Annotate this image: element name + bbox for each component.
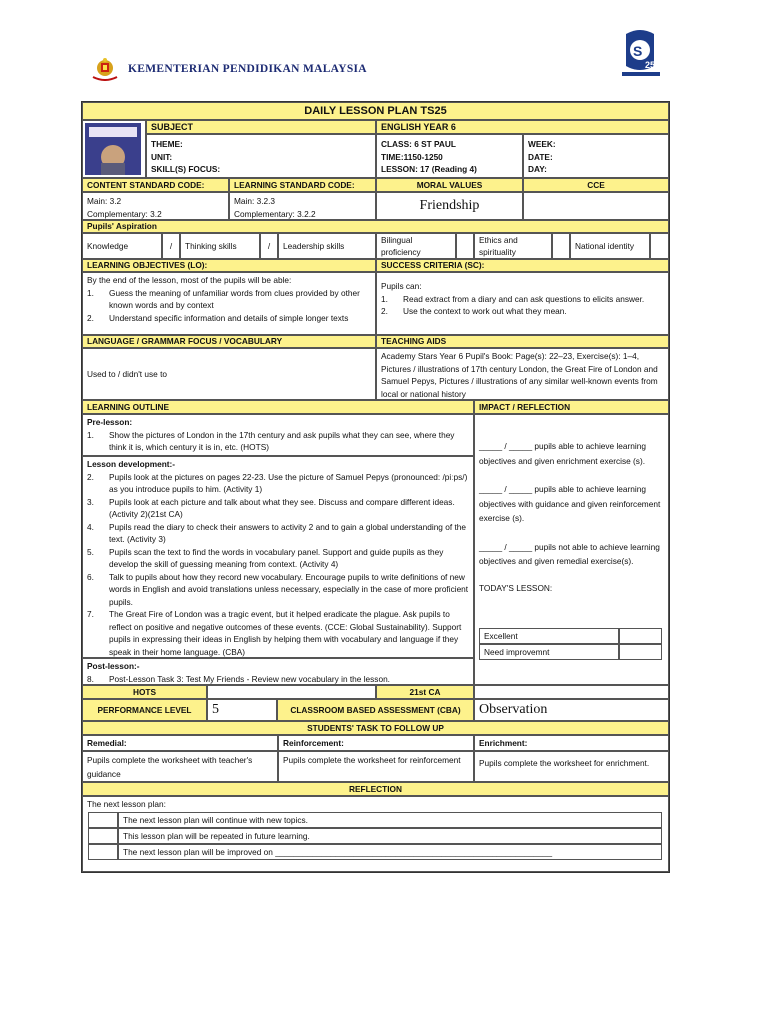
pre-lesson-section: [82, 414, 474, 456]
hots-label: HOTS: [82, 685, 207, 699]
book-cover-image: [82, 120, 146, 178]
sc-item: 1. Read extract from a diary and can ask questions to elicits answer.: [381, 293, 645, 304]
cba-value: Observation: [474, 699, 669, 721]
follow-up-header: STUDENTS' TASK TO FOLLOW UP: [82, 721, 669, 735]
outline-step: 4. Pupils read the diary to check their answers to activity 2 and to gain a global understanding of the text. (Activity 3): [87, 521, 466, 544]
theme-label: THEME:: [151, 139, 183, 149]
enrichment-label: Enrichment:: [474, 735, 669, 751]
performance-level-value: 5: [207, 699, 277, 721]
post-lesson-label: Post-lesson:-: [87, 661, 140, 671]
lo-header: LEARNING OBJECTIVES (LO):: [82, 259, 376, 272]
impact-header: IMPACT / REFLECTION: [474, 400, 669, 414]
aspiration-knowledge-tick: /: [162, 233, 180, 259]
outline-step: 7. The Great Fire of London was a tragic event, but it helped eradicate the plague. Ask pupils to reflect on positive and negative outcomes of these events. (CCE: Global Sustainability). Support pupils in expressing their ideas in English by helping them with vocabulary and language if they speak in their home language. (CBA): [87, 609, 462, 657]
aspiration-leadership: Leadership skills: [278, 233, 376, 259]
impact-reinforcement: _____ / _____ pupils able to achieve learning objectives with guidance and given reinforcement exercise (s).: [479, 484, 661, 523]
ls-comp: Complementary: 3.2.2: [234, 208, 316, 219]
learning-outline-header: LEARNING OUTLINE: [82, 400, 474, 414]
impact-enrichment: _____ / _____ pupils able to achieve learning objectives and given enrichment exercise (s).: [479, 441, 646, 466]
subject-label: SUBJECT: [146, 120, 376, 134]
option-continue-topics: The next lesson plan will continue with new topics.: [118, 812, 662, 828]
pre-lesson-label: Pre-lesson:: [87, 417, 133, 427]
cce-value: [523, 192, 669, 220]
content-standard-values: [82, 192, 229, 220]
21st-ca-value: [474, 685, 669, 699]
reinforcement-task: Pupils complete the worksheet for reinforcement: [278, 751, 474, 782]
option-1-checkbox[interactable]: [88, 812, 118, 828]
hots-value: [207, 685, 376, 699]
language-focus: Used to / didn't use to: [82, 348, 376, 400]
ministry-name: KEMENTERIAN PENDIDIKAN MALAYSIA: [128, 63, 367, 75]
outline-step: 1. Show the pictures of London in the 17th century and ask pupils what they can see, where they think it is, which century it is in, etc. (HOTS): [87, 429, 455, 452]
week-label: WEEK:: [528, 139, 556, 149]
aspiration-national: National identity: [570, 233, 650, 259]
option-improve-lesson: The next lesson plan will be improved on ____________________________________________________________: [118, 844, 662, 860]
teaching-aids: Academy Stars Year 6 Pupil's Book: Page(s): 22–23, Exercise(s): 1–4, Pictures / illustrations of 17th century London, the Great Fire of London and Samuel Pepys, Pictures / illustrations of any similar well-known events from local or national history: [376, 348, 669, 400]
aspiration-bilingual: Bilingual proficiency: [376, 233, 456, 259]
remedial-label: Remedial:: [82, 735, 278, 751]
performance-level-label: PERFORMANCE LEVEL: [82, 699, 207, 721]
post-lesson-section: [82, 658, 474, 685]
moral-values-label: MORAL VALUES: [376, 178, 523, 192]
aspiration-bilingual-box: [456, 233, 474, 259]
outline-step: 8. Post-Lesson Task 3: Test My Friends - Review new vocabulary in the lesson.: [87, 673, 390, 684]
teaching-aids-header: TEACHING AIDS: [376, 335, 669, 348]
content-standard-label: CONTENT STANDARD CODE:: [82, 178, 229, 192]
lo-intro: By the end of the lesson, most of the pupils will be able:: [87, 275, 292, 285]
lo-item: 2. Understand specific information and details of simple longer texts: [87, 312, 349, 323]
plan-title: DAILY LESSON PLAN TS25: [82, 102, 669, 120]
lo-item: 1. Guess the meaning of unfamiliar words from clues provided by other known words and by context: [87, 287, 360, 310]
impact-remedial: _____ / _____ pupils not able to achieve learning objectives and given remedial exercise(s).: [479, 541, 660, 566]
theme-block: [146, 134, 376, 178]
malaysia-crest-logo: [90, 57, 120, 81]
pupils-aspiration-label: Pupils' Aspiration: [82, 220, 669, 233]
remedial-task: Pupils complete the worksheet with teacher's guidance: [82, 751, 278, 782]
class-label: CLASS: 6 ST PAUL: [381, 139, 456, 149]
class-block: [376, 134, 523, 178]
time-label: TIME:1150-1250: [381, 151, 443, 162]
option-repeat-lesson: This lesson plan will be repeated in future learning.: [118, 828, 662, 844]
moral-value: Friendship: [376, 192, 523, 220]
aspiration-thinking-tick: /: [260, 233, 278, 259]
excellent-checkbox[interactable]: [619, 628, 662, 644]
next-lesson-label: The next lesson plan:: [87, 799, 166, 809]
outline-step: 5. Pupils scan the text to find the words in vocabulary panel. Support and guide pupils as they develop the skill of guessing meaning from context. (Activity 4): [87, 546, 444, 569]
sc-intro: Pupils can:: [381, 281, 422, 291]
subject-value: ENGLISH YEAR 6: [376, 120, 669, 134]
skills-focus-label: SKILL(S) FOCUS:: [151, 164, 221, 174]
cs-main: Main: 3.2: [87, 196, 122, 206]
lesson-label: LESSON: 17 (Reading 4): [381, 164, 477, 174]
reflection-header: REFLECTION: [82, 782, 669, 796]
outline-step: 3. Pupils look at each picture and talk about what they see. Discuss and compare different ideas. (Activity 2)(21st CA): [87, 496, 455, 519]
excellent-label: Excellent: [479, 628, 619, 644]
todays-lesson-label: TODAY'S LESSON:: [479, 582, 553, 593]
day-label: DAY:: [528, 164, 547, 174]
svg-text:S: S: [633, 43, 643, 59]
sc-header: SUCCESS CRITERIA (SC):: [376, 259, 669, 272]
unit-label: UNIT:: [151, 151, 173, 162]
need-improvement-checkbox[interactable]: [619, 644, 662, 660]
ls-main: Main: 3.2.3: [234, 196, 276, 206]
cs-comp: Complementary: 3.2: [87, 208, 162, 219]
need-improvement-label: Need improvemnt: [479, 644, 619, 660]
option-2-checkbox[interactable]: [88, 828, 118, 844]
aspiration-ethics: Ethics and spirituality: [474, 233, 552, 259]
aspiration-thinking: Thinking skills: [180, 233, 260, 259]
svg-text:25: 25: [645, 60, 656, 70]
lo-content: [82, 272, 376, 335]
aspiration-knowledge: Knowledge: [82, 233, 162, 259]
ts25-logo: [618, 26, 664, 80]
21st-ca-label: 21st CA: [376, 685, 474, 699]
ministry-header: [90, 56, 367, 82]
outline-step: 6. Talk to pupils about how they record new vocabulary. Encourage pupils to write definitions of new words in English and avoid translations unless necessary, especially in the case of more proficient pupils.: [87, 571, 469, 607]
lesson-plan-document: [81, 101, 670, 873]
aspiration-national-box: [650, 233, 669, 259]
enrichment-task: Pupils complete the worksheet for enrichment.: [474, 751, 669, 782]
outline-step: 2. Pupils look at the pictures on pages 22-23. Use the picture of Samuel Pepys (pronounced: /piːps/) as you introduce pupils to him. (Activity 1): [87, 471, 468, 494]
cce-label: CCE: [523, 178, 669, 192]
learning-standard-values: [229, 192, 376, 220]
lesson-development-section: [82, 456, 474, 658]
lesson-development-label: Lesson development:-: [87, 459, 176, 469]
aspiration-ethics-box: [552, 233, 570, 259]
learning-standard-label: LEARNING STANDARD CODE:: [229, 178, 376, 192]
cba-label: CLASSROOM BASED ASSESSMENT (CBA): [277, 699, 474, 721]
sc-item: 2. Use the context to work out what they mean.: [381, 306, 567, 316]
sc-content: [376, 272, 669, 335]
reinforcement-label: Reinforcement:: [278, 735, 474, 751]
date-label: DATE:: [528, 151, 553, 162]
week-block: [523, 134, 669, 178]
option-3-checkbox[interactable]: [88, 844, 118, 860]
language-header: LANGUAGE / GRAMMAR FOCUS / VOCABULARY: [82, 335, 376, 348]
